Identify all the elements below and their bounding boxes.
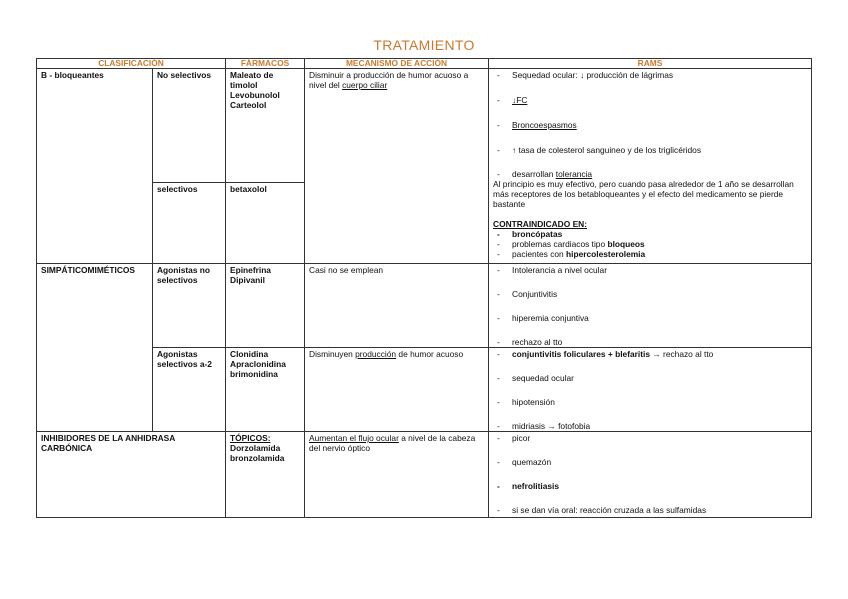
drugs-title: TÓPICOS: [230, 433, 271, 443]
group-simpaticomimeticos: SIMPÁTICOMIMÉTICOS [37, 264, 153, 432]
page-title: TRATAMIENTO [373, 37, 475, 53]
list-item: - ↑ tasa de colesterol sanguineo y de los triglicéridos [493, 145, 807, 155]
drug-betaxolol: betaxolol [226, 183, 305, 264]
list-item: - broncópatas [493, 229, 807, 239]
drug: Carteolol [230, 100, 267, 110]
header-farmacos: FÁRMACOS [226, 59, 305, 69]
list-item: - Intolerancia a nivel ocular [493, 265, 807, 275]
list-item: - picor [493, 433, 807, 443]
list-item: - hipotensión [493, 397, 807, 407]
list-item: - midriasis → fotofobia [493, 421, 807, 431]
header-clasificacion: CLASIFICACIÓN [37, 59, 226, 69]
drugs-no-selectivos [226, 69, 305, 183]
table-row [37, 69, 812, 183]
header-rams: RAMS [489, 59, 812, 69]
list-item: - quemazón [493, 457, 807, 467]
table-row [37, 432, 812, 518]
list-item: - problemas cardiacos tipo bloqueos [493, 239, 807, 249]
list-item: - sequedad ocular [493, 373, 807, 383]
drugs-inhibidores [226, 432, 305, 518]
tolerance-note: Al principio es muy efectivo, pero cuando pasa alrededor de 1 año se desarrollan más receptores de los betabloqueantes y el efecto del medicamento se pierde bastante [493, 179, 794, 209]
list-item: - Sequedad ocular: ↓ producción de lágrimas [493, 70, 807, 80]
drug: Apraclonidina [230, 359, 286, 369]
mechanism-agonistas-selectivos: Disminuyen producción de humor acuoso [305, 348, 489, 432]
list-item: - nefrolitiasis [493, 481, 807, 491]
subclass-agonistas-selectivos: Agonistas selectivos a-2 [153, 348, 226, 432]
list-item: - si se dan vía oral: reacción cruzada a las sulfamidas [493, 505, 807, 515]
drug: Levobunolol [230, 90, 280, 100]
drugs-agonistas-no-selectivos [226, 264, 305, 348]
list-item: - Conjuntivitis [493, 289, 807, 299]
drug: Maleato de timolol [230, 70, 274, 90]
list-item: - ↓FC [493, 95, 807, 105]
rams-agonistas-selectivos [489, 348, 812, 432]
rams-agonistas-no-selectivos [489, 264, 812, 348]
list-item: - rechazo al tto [493, 337, 807, 347]
mechanism-agonistas-no-selectivos: Casi no se emplean [305, 264, 489, 348]
rams-beta [489, 69, 812, 264]
subclass-agonistas-no-selectivos: Agonistas no selectivos [153, 264, 226, 348]
mechanism-beta: Disminuir a producción de humor acuoso a nivel del cuerpo ciliar [305, 69, 489, 264]
drug: bronzolamida [230, 453, 285, 463]
drug: Dipivanil [230, 275, 265, 285]
table-row [37, 348, 812, 432]
list-item: - hiperemia conjuntiva [493, 313, 807, 323]
group-inhibidores-anhidrasa: INHIBIDORES DE LA ANHIDRASA CARBÓNICA [37, 432, 226, 518]
subclass-selectivos: selectivos [153, 183, 226, 264]
drug: Clonidina [230, 349, 269, 359]
drug: Dorzolamida [230, 443, 281, 453]
group-beta-bloqueantes: B - bloqueantes [37, 69, 153, 264]
list-item: - desarrollan tolerancia [493, 169, 807, 179]
drugs-agonistas-selectivos [226, 348, 305, 432]
mechanism-inhibidores: Aumentan el flujo ocular a nivel de la cabeza del nervio óptico [305, 432, 489, 518]
header-row [37, 59, 812, 69]
treatment-table [36, 58, 812, 518]
drug: brimonidina [230, 369, 278, 379]
table-row [37, 264, 812, 348]
list-item: - Broncoespasmos [493, 120, 807, 130]
header-mecanismo: MECANISMO DE ACCIÓN [305, 59, 489, 69]
list-item: - conjuntivitis foliculares + blefaritis → rechazo al tto [493, 349, 807, 359]
rams-inhibidores [489, 432, 812, 518]
list-item: - pacientes con hipercolesterolemia [493, 249, 807, 259]
drug: Epinefrina [230, 265, 271, 275]
contraindications-title: CONTRAINDICADO EN: [493, 219, 587, 229]
subclass-no-selectivos: No selectivos [153, 69, 226, 183]
